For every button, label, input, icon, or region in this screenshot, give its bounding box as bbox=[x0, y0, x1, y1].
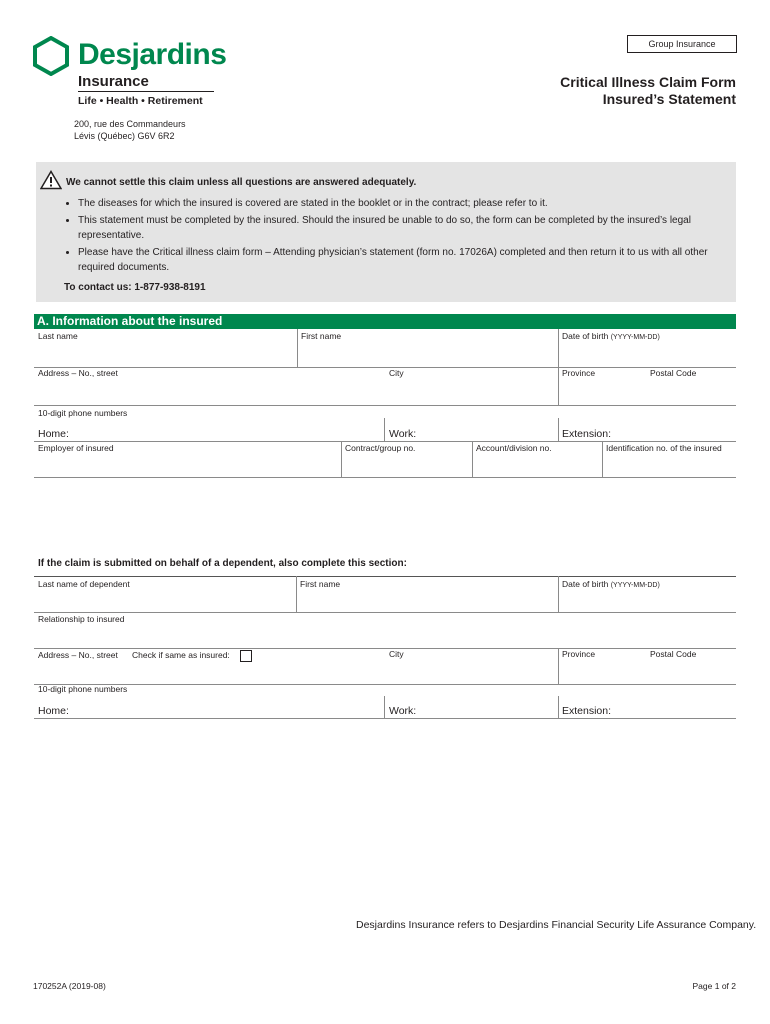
page-number: Page 1 of 2 bbox=[692, 981, 736, 991]
brand-name: Desjardins bbox=[78, 38, 227, 71]
notice-box bbox=[36, 162, 736, 302]
notice-list bbox=[62, 196, 718, 277]
divider bbox=[602, 441, 603, 478]
dob-label bbox=[562, 331, 660, 341]
group-insurance-label: Group Insurance bbox=[627, 35, 737, 53]
dependent-extension-label: Extension: bbox=[562, 705, 612, 717]
divider bbox=[34, 441, 736, 442]
form-number: 170252A (2019-08) bbox=[33, 981, 106, 991]
footer-note: Desjardins Insurance refers to Desjardins Financial Security Life Assurance Company. bbox=[356, 919, 757, 931]
form-title-line-1: Critical Illness Claim Form bbox=[560, 74, 736, 90]
divider bbox=[558, 576, 559, 613]
work-phone-label: Work: bbox=[389, 428, 417, 440]
dependent-address-label: Address – No., street bbox=[38, 650, 118, 660]
contact-phone: To contact us: 1-877-938-8191 bbox=[64, 282, 206, 293]
address-label: Address – No., street bbox=[38, 368, 118, 378]
address-line-1: 200, rue des Commandeurs bbox=[74, 119, 186, 129]
same-as-insured-checkbox[interactable] bbox=[240, 650, 252, 662]
dependent-dob-label-text: Date of birth bbox=[562, 579, 609, 589]
brand-divider bbox=[78, 91, 214, 92]
notice-warning: We cannot settle this claim unless all questions are answered adequately. bbox=[66, 177, 417, 188]
divider bbox=[34, 477, 736, 478]
divider bbox=[34, 684, 736, 685]
divider bbox=[341, 441, 342, 478]
divider bbox=[558, 418, 559, 442]
divider bbox=[34, 718, 736, 719]
extension-label: Extension: bbox=[562, 428, 612, 440]
notice-bullet: • The diseases for which the insured is covered are stated in the booklet or in the contract; please refer to it. bbox=[78, 196, 718, 211]
company-address bbox=[74, 118, 186, 142]
divider bbox=[34, 648, 736, 649]
dependent-postal-code-label: Postal Code bbox=[650, 649, 697, 659]
address-line-2: Lévis (Québec) G6V 6R2 bbox=[74, 131, 175, 141]
divider bbox=[558, 648, 559, 685]
desjardins-logo-icon bbox=[33, 36, 69, 76]
province-label: Province bbox=[562, 368, 596, 378]
dependent-section-heading: If the claim is submitted on behalf of a dependent, also complete this section: bbox=[38, 558, 407, 569]
postal-code-label: Postal Code bbox=[650, 368, 697, 378]
dependent-last-name-label: Last name of dependent bbox=[38, 579, 130, 589]
home-phone-label: Home: bbox=[38, 428, 69, 440]
account-division-label: Account/division no. bbox=[476, 443, 552, 453]
divider bbox=[472, 441, 473, 478]
dependent-home-phone-label: Home: bbox=[38, 705, 69, 717]
first-name-label: First name bbox=[301, 331, 342, 341]
phone-numbers-label: 10-digit phone numbers bbox=[38, 408, 128, 418]
dependent-phone-numbers-label: 10-digit phone numbers bbox=[38, 684, 128, 694]
last-name-label: Last name bbox=[38, 331, 78, 341]
dependent-dob-label bbox=[562, 579, 660, 589]
dependent-work-phone-label: Work: bbox=[389, 705, 417, 717]
divider bbox=[558, 367, 559, 405]
dob-label-text: Date of birth bbox=[562, 331, 609, 341]
notice-bullet: • This statement must be completed by the insured. Should the insured be unable to do so, the form can be completed by the insured’s legal representative. bbox=[78, 213, 718, 243]
dependent-province-label: Province bbox=[562, 649, 596, 659]
divider bbox=[34, 367, 736, 368]
divider bbox=[34, 405, 736, 406]
relationship-label: Relationship to insured bbox=[38, 614, 125, 624]
divider bbox=[558, 696, 559, 718]
form-title-line-2: Insured’s Statement bbox=[602, 91, 736, 107]
divider bbox=[384, 696, 385, 718]
dob-format: (YYYY-MM-DD) bbox=[610, 334, 660, 341]
employer-label: Employer of insured bbox=[38, 443, 114, 453]
divider bbox=[296, 576, 297, 613]
divider bbox=[558, 329, 559, 367]
brand-tagline: Life • Health • Retirement bbox=[78, 95, 203, 107]
brand-subtitle: Insurance bbox=[78, 73, 149, 90]
notice-warning-text: We cannot settle this claim unless all questions are answered adequately bbox=[66, 177, 414, 188]
dependent-city-label: City bbox=[389, 649, 404, 659]
form-title bbox=[560, 74, 736, 108]
dependent-dob-format: (YYYY-MM-DD) bbox=[610, 582, 660, 589]
dependent-first-name-label: First name bbox=[300, 579, 341, 589]
divider bbox=[34, 612, 736, 613]
contract-group-label: Contract/group no. bbox=[345, 443, 416, 453]
notice-bullet: • Please have the Critical illness claim form – Attending physician’s statement (form no. 17026A) completed and then return it to us with all other required documents. bbox=[78, 245, 718, 275]
same-as-insured-label: Check if same as insured: bbox=[132, 650, 230, 660]
divider bbox=[384, 418, 385, 442]
divider bbox=[34, 576, 736, 577]
identification-label: Identification no. of the insured bbox=[606, 443, 722, 453]
city-label: City bbox=[389, 368, 404, 378]
divider bbox=[297, 329, 298, 367]
warning-icon bbox=[40, 170, 62, 190]
section-a-title: A. Information about the insured bbox=[34, 314, 736, 329]
